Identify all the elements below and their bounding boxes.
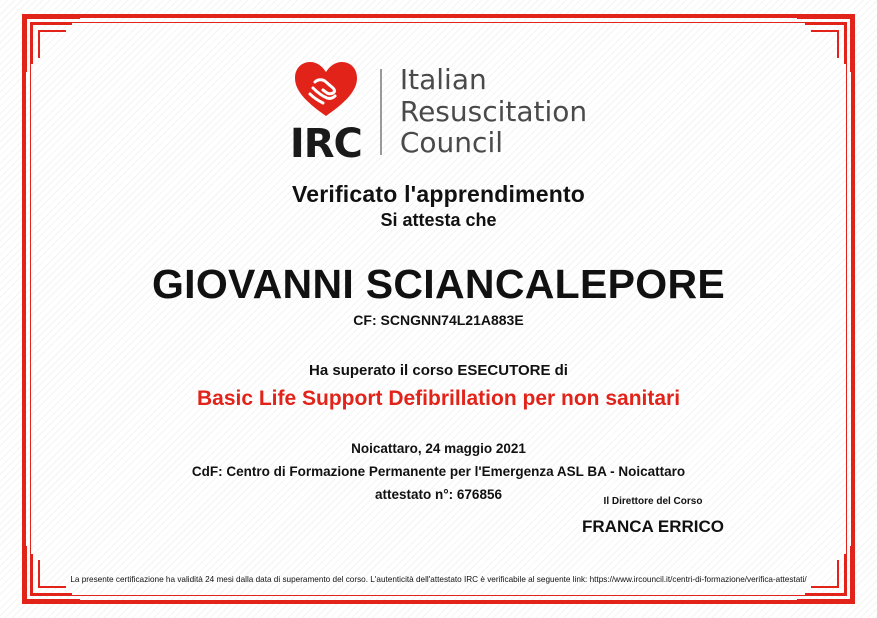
logo-acronym: IRC (289, 121, 362, 167)
logo-mark-group (289, 60, 362, 167)
logo-wordmark (400, 64, 587, 160)
heart-with-hand-icon (293, 60, 359, 123)
irc-logo (60, 60, 817, 167)
certificate-number: attestato n°: 676856 (375, 487, 502, 502)
recipient-name: GIOVANNI SCIANCALEPORE (151, 261, 726, 307)
attests-subheading: Si attesta che (380, 210, 497, 230)
logo-word-council: Council (399, 126, 504, 160)
logo-word-italian: Italian (399, 62, 487, 96)
recipient-fiscal-code: CF: SCNGNN74L21A883E (353, 312, 524, 328)
logo-word-resuscitation: Resuscitation (399, 94, 588, 128)
course-prefix: Ha superato il corso ESECUTORE di (309, 362, 568, 379)
course-title: Basic Life Support Defibrillation per non sanitari (196, 387, 681, 410)
signature-block (523, 496, 783, 537)
logo-divider (380, 69, 382, 155)
training-center: CdF: Centro di Formazione Permanente per l'Emergenza ASL BA - Noicattaro (191, 464, 686, 479)
certificate-content (60, 44, 817, 584)
verified-heading: Verificato l'apprendimento (291, 181, 586, 207)
signature-name: FRANCA ERRICO (582, 517, 724, 536)
signature-role: Il Direttore del Corso (603, 496, 703, 507)
footer-validity-note: La presente certificazione ha validità 24 mesi dalla data di superamento del corso. L'autenticità dell'attestato IRC è verificabile al seguente link: https://www.ircouncil.it/centri-di-formazione/verifica-attestati/ (70, 575, 807, 584)
place-and-date: Noicattaro, 24 maggio 2021 (351, 441, 526, 456)
